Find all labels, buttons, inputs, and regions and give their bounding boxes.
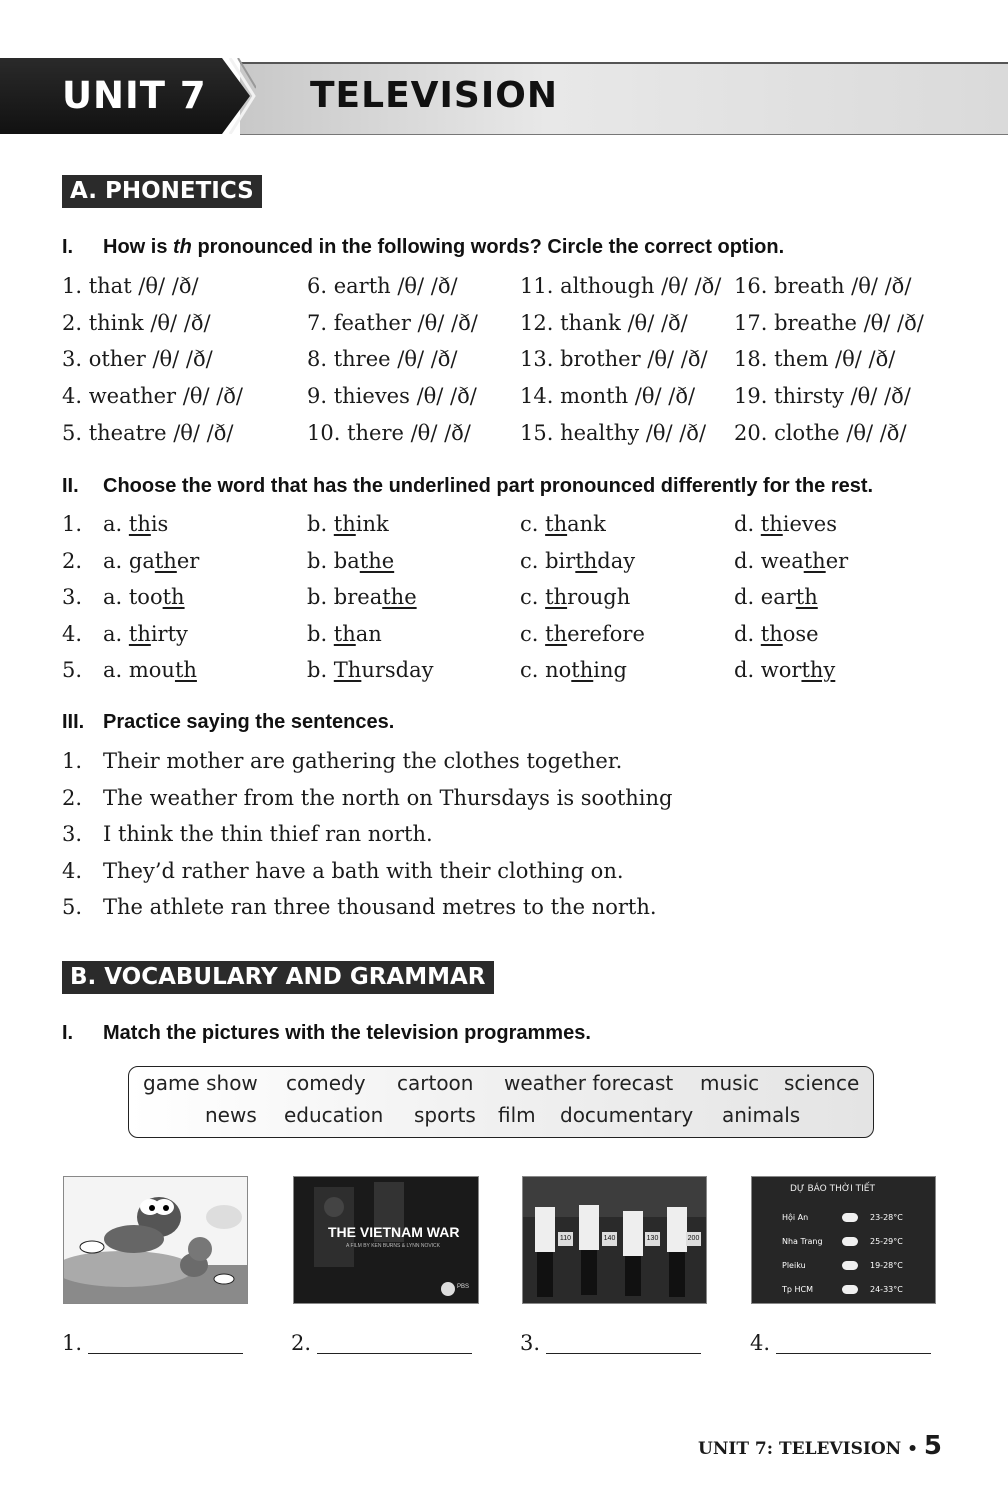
cloud-icon xyxy=(842,1213,858,1222)
blank-number: 4. xyxy=(750,1331,771,1355)
picture-documentary xyxy=(293,1176,479,1304)
word-bank-item: sports xyxy=(414,1103,476,1127)
word-bank-item: weather forecast xyxy=(504,1071,674,1095)
choice-option-underlined: th xyxy=(162,585,185,609)
choice-option xyxy=(520,622,645,646)
choice-option xyxy=(103,622,188,646)
choice-option-prefix: b. xyxy=(307,512,334,536)
q-a2-number: II. xyxy=(62,475,79,497)
documentary-title: THE VIETNAM WAR xyxy=(328,1224,460,1240)
phonetic-item: 1. that /θ/ /ð/ xyxy=(62,274,199,298)
q-a2-instruction: Choose the word that has the underlined part pronounced differently for the rest. xyxy=(103,475,874,497)
choice-option xyxy=(307,622,382,646)
choice-option-prefix: b. ba xyxy=(307,549,360,573)
choice-option-prefix: a. xyxy=(103,622,129,646)
weather-temp: 25-29°C xyxy=(870,1237,903,1246)
answer-line xyxy=(317,1353,472,1354)
q-b1-number: I. xyxy=(62,1022,74,1044)
choice-option-suffix: er xyxy=(176,549,200,573)
choice-option-prefix: a. too xyxy=(103,585,163,609)
picture-cartoon xyxy=(63,1176,248,1304)
word-bank-item: comedy xyxy=(286,1071,366,1095)
cloud-icon xyxy=(842,1285,858,1294)
weather-temp: 23-28°C xyxy=(870,1213,903,1222)
word-bank-item: science xyxy=(784,1071,860,1095)
phonetic-item: 9. thieves /θ/ /ð/ xyxy=(307,384,477,408)
score-card: 110 xyxy=(558,1232,573,1246)
phonetic-item: 14. month /θ/ /ð/ xyxy=(520,384,696,408)
phonetic-item: 6. earth /θ/ /ð/ xyxy=(307,274,458,298)
choice-option-suffix: ink xyxy=(355,512,389,536)
choice-option-underlined: th xyxy=(760,622,783,646)
weather-temp: 19-28°C xyxy=(870,1261,903,1270)
choice-option xyxy=(520,658,627,682)
choice-option-suffix: er xyxy=(825,549,849,573)
choice-row-number: 5. xyxy=(62,658,83,682)
choice-option xyxy=(307,585,417,609)
choice-option xyxy=(734,512,837,536)
weather-city: Tp HCM xyxy=(782,1285,814,1294)
choice-option-suffix: ursday xyxy=(361,658,434,682)
choice-option-underlined: th xyxy=(803,549,826,573)
choice-option xyxy=(307,512,389,536)
sentence-text: The athlete ran three thousand metres to the north. xyxy=(103,895,657,919)
answer-line xyxy=(776,1353,931,1354)
choice-option xyxy=(307,658,434,682)
choice-option-underlined: the xyxy=(359,549,395,573)
choice-option xyxy=(103,549,199,573)
choice-option xyxy=(734,622,819,646)
phonetic-item: 15. healthy /θ/ /ð/ xyxy=(520,421,707,445)
phonetic-item: 11. although /θ/ /ð/ xyxy=(520,274,722,298)
word-bank-item: animals xyxy=(722,1103,801,1127)
choice-option-suffix: ose xyxy=(782,622,819,646)
word-bank-item: news xyxy=(205,1103,257,1127)
q-a3-instruction: Practice saying the sentences. xyxy=(103,711,395,733)
sentence-number: 2. xyxy=(62,786,83,810)
phonetic-item: 8. three /θ/ /ð/ xyxy=(307,347,458,371)
choice-option-suffix: erefore xyxy=(567,622,645,646)
score-card: 200 xyxy=(686,1232,701,1246)
word-bank-item: game show xyxy=(143,1071,258,1095)
cloud-icon xyxy=(842,1261,858,1270)
page-number: 5 xyxy=(923,1431,942,1461)
word-bank-item: music xyxy=(700,1071,760,1095)
choice-option xyxy=(103,512,168,536)
score-card: 130 xyxy=(645,1232,660,1246)
phonetic-item: 3. other /θ/ /ð/ xyxy=(62,347,213,371)
blank-number: 1. xyxy=(62,1331,83,1355)
phonetic-item: 20. clothe /θ/ /ð/ xyxy=(734,421,907,445)
choice-option-underlined: Th xyxy=(333,658,362,682)
choice-option-prefix: d. wor xyxy=(734,658,802,682)
choice-option-suffix: irty xyxy=(150,622,188,646)
q-a3-number: III. xyxy=(62,711,85,733)
choice-option-prefix: a. xyxy=(103,512,129,536)
choice-option-underlined: th xyxy=(795,585,818,609)
choice-option xyxy=(520,549,635,573)
choice-option-underlined: th xyxy=(571,658,594,682)
blank-number: 2. xyxy=(291,1331,312,1355)
choice-option-prefix: c. xyxy=(520,512,546,536)
choice-option-prefix: d. xyxy=(734,622,761,646)
choice-option-underlined: th xyxy=(333,512,356,536)
page-title: TELEVISION xyxy=(310,75,558,116)
phonetic-item: 17. breathe /θ/ /ð/ xyxy=(734,311,924,335)
choice-option-suffix: ank xyxy=(567,512,606,536)
sentence-text: They’d rather have a bath with their clothing on. xyxy=(103,859,624,883)
phonetic-item: 4. weather /θ/ /ð/ xyxy=(62,384,244,408)
score-card: 140 xyxy=(602,1232,617,1246)
choice-option xyxy=(520,512,606,536)
cartoon-image-icon xyxy=(64,1177,247,1303)
choice-option-prefix: c. bir xyxy=(520,549,576,573)
page-footer xyxy=(698,1431,942,1461)
choice-option-underlined: th xyxy=(128,512,151,536)
sentence-number: 5. xyxy=(62,895,83,919)
choice-option-underlined: th xyxy=(154,549,177,573)
section-a-heading: A. PHONETICS xyxy=(62,175,262,208)
choice-option-underlined: the xyxy=(382,585,417,609)
weather-temp: 24-33°C xyxy=(870,1285,903,1294)
word-bank-item: education xyxy=(284,1103,384,1127)
phonetic-item: 10. there /θ/ /ð/ xyxy=(307,421,471,445)
choice-option-underlined: th xyxy=(575,549,598,573)
phonetic-item: 12. thank /θ/ /ð/ xyxy=(520,311,688,335)
sentence-text: The weather from the north on Thursdays is soothing xyxy=(103,786,673,810)
word-bank-item: film xyxy=(498,1103,536,1127)
pbs-logo: PBS xyxy=(457,1284,470,1290)
choice-option-suffix: ing xyxy=(593,658,627,682)
sentence-number: 3. xyxy=(62,822,83,846)
choice-option-suffix: is xyxy=(150,512,169,536)
phonetic-item: 5. theatre /θ/ /ð/ xyxy=(62,421,234,445)
q-a1-instruction: How is th pronounced in the following words? Circle the correct option. xyxy=(103,236,785,258)
choice-row-number: 4. xyxy=(62,622,83,646)
choice-option-prefix: c. xyxy=(520,622,546,646)
unit-label: UNIT 7 xyxy=(62,74,207,117)
choice-option-prefix: d. ear xyxy=(734,585,796,609)
choice-option-suffix: an xyxy=(355,622,382,646)
choice-option-underlined: th xyxy=(545,622,568,646)
choice-option-prefix: b. brea xyxy=(307,585,383,609)
blank-number: 3. xyxy=(520,1331,541,1355)
weather-title: DỰ BÁO THỜI TIẾT xyxy=(790,1184,875,1194)
picture-weather xyxy=(751,1176,936,1304)
weather-city: Pleiku xyxy=(782,1261,806,1270)
choice-option-prefix: d. wea xyxy=(734,549,804,573)
choice-option-suffix: rough xyxy=(567,585,631,609)
sentence-number: 4. xyxy=(62,859,83,883)
choice-option xyxy=(103,658,197,682)
choice-option-underlined: th xyxy=(333,622,356,646)
section-b-heading: B. VOCABULARY AND GRAMMAR xyxy=(62,961,494,994)
q-b1-instruction: Match the pictures with the television programmes. xyxy=(103,1022,591,1044)
choice-option-underlined: th xyxy=(174,658,197,682)
weather-city: Nha Trang xyxy=(782,1237,823,1246)
phonetic-item: 16. breath /θ/ /ð/ xyxy=(734,274,912,298)
weather-city: Hội An xyxy=(782,1213,809,1222)
choice-option xyxy=(734,585,818,609)
choice-option-prefix: c. no xyxy=(520,658,572,682)
picture-game-show xyxy=(522,1176,707,1304)
choice-option-prefix: b. xyxy=(307,622,334,646)
sentence-text: I think the thin thief ran north. xyxy=(103,822,433,846)
word-bank-item: cartoon xyxy=(397,1071,474,1095)
answer-line xyxy=(546,1353,701,1354)
choice-option-prefix: a. mou xyxy=(103,658,175,682)
choice-option xyxy=(734,549,848,573)
choice-option-suffix: ieves xyxy=(782,512,837,536)
cloud-icon xyxy=(842,1237,858,1246)
phonetic-item: 2. think /θ/ /ð/ xyxy=(62,311,211,335)
choice-option-suffix: day xyxy=(597,549,636,573)
q-a1-number: I. xyxy=(62,236,74,258)
choice-option-prefix: d. xyxy=(734,512,761,536)
choice-option xyxy=(103,585,185,609)
footer-text: UNIT 7: TELEVISION • xyxy=(698,1439,918,1459)
sentence-number: 1. xyxy=(62,749,83,773)
choice-option-prefix: a. ga xyxy=(103,549,155,573)
choice-option-prefix: c. xyxy=(520,585,546,609)
documentary-image-icon xyxy=(294,1177,478,1303)
choice-row-number: 1. xyxy=(62,512,83,536)
answer-line xyxy=(88,1353,243,1354)
phonetic-item: 19. thirsty /θ/ /ð/ xyxy=(734,384,911,408)
choice-option-prefix: b. xyxy=(307,658,334,682)
phonetic-item: 7. feather /θ/ /ð/ xyxy=(307,311,478,335)
choice-option-underlined: thy xyxy=(801,658,836,682)
choice-row-number: 2. xyxy=(62,549,83,573)
choice-option-underlined: th xyxy=(760,512,783,536)
word-bank-item: documentary xyxy=(560,1103,694,1127)
choice-option xyxy=(520,585,630,609)
documentary-subtitle: A FILM BY KEN BURNS & LYNN NOVICK xyxy=(346,1243,441,1249)
choice-row-number: 3. xyxy=(62,585,83,609)
phonetic-item: 18. them /θ/ /ð/ xyxy=(734,347,896,371)
choice-option xyxy=(734,658,835,682)
phonetic-item: 13. brother /θ/ /ð/ xyxy=(520,347,708,371)
chevron-divider-icon xyxy=(226,58,256,134)
choice-option-underlined: th xyxy=(545,585,568,609)
choice-option xyxy=(307,549,394,573)
sentence-text: Their mother are gathering the clothes together. xyxy=(103,749,623,773)
choice-option-underlined: th xyxy=(128,622,151,646)
choice-option-underlined: th xyxy=(545,512,568,536)
